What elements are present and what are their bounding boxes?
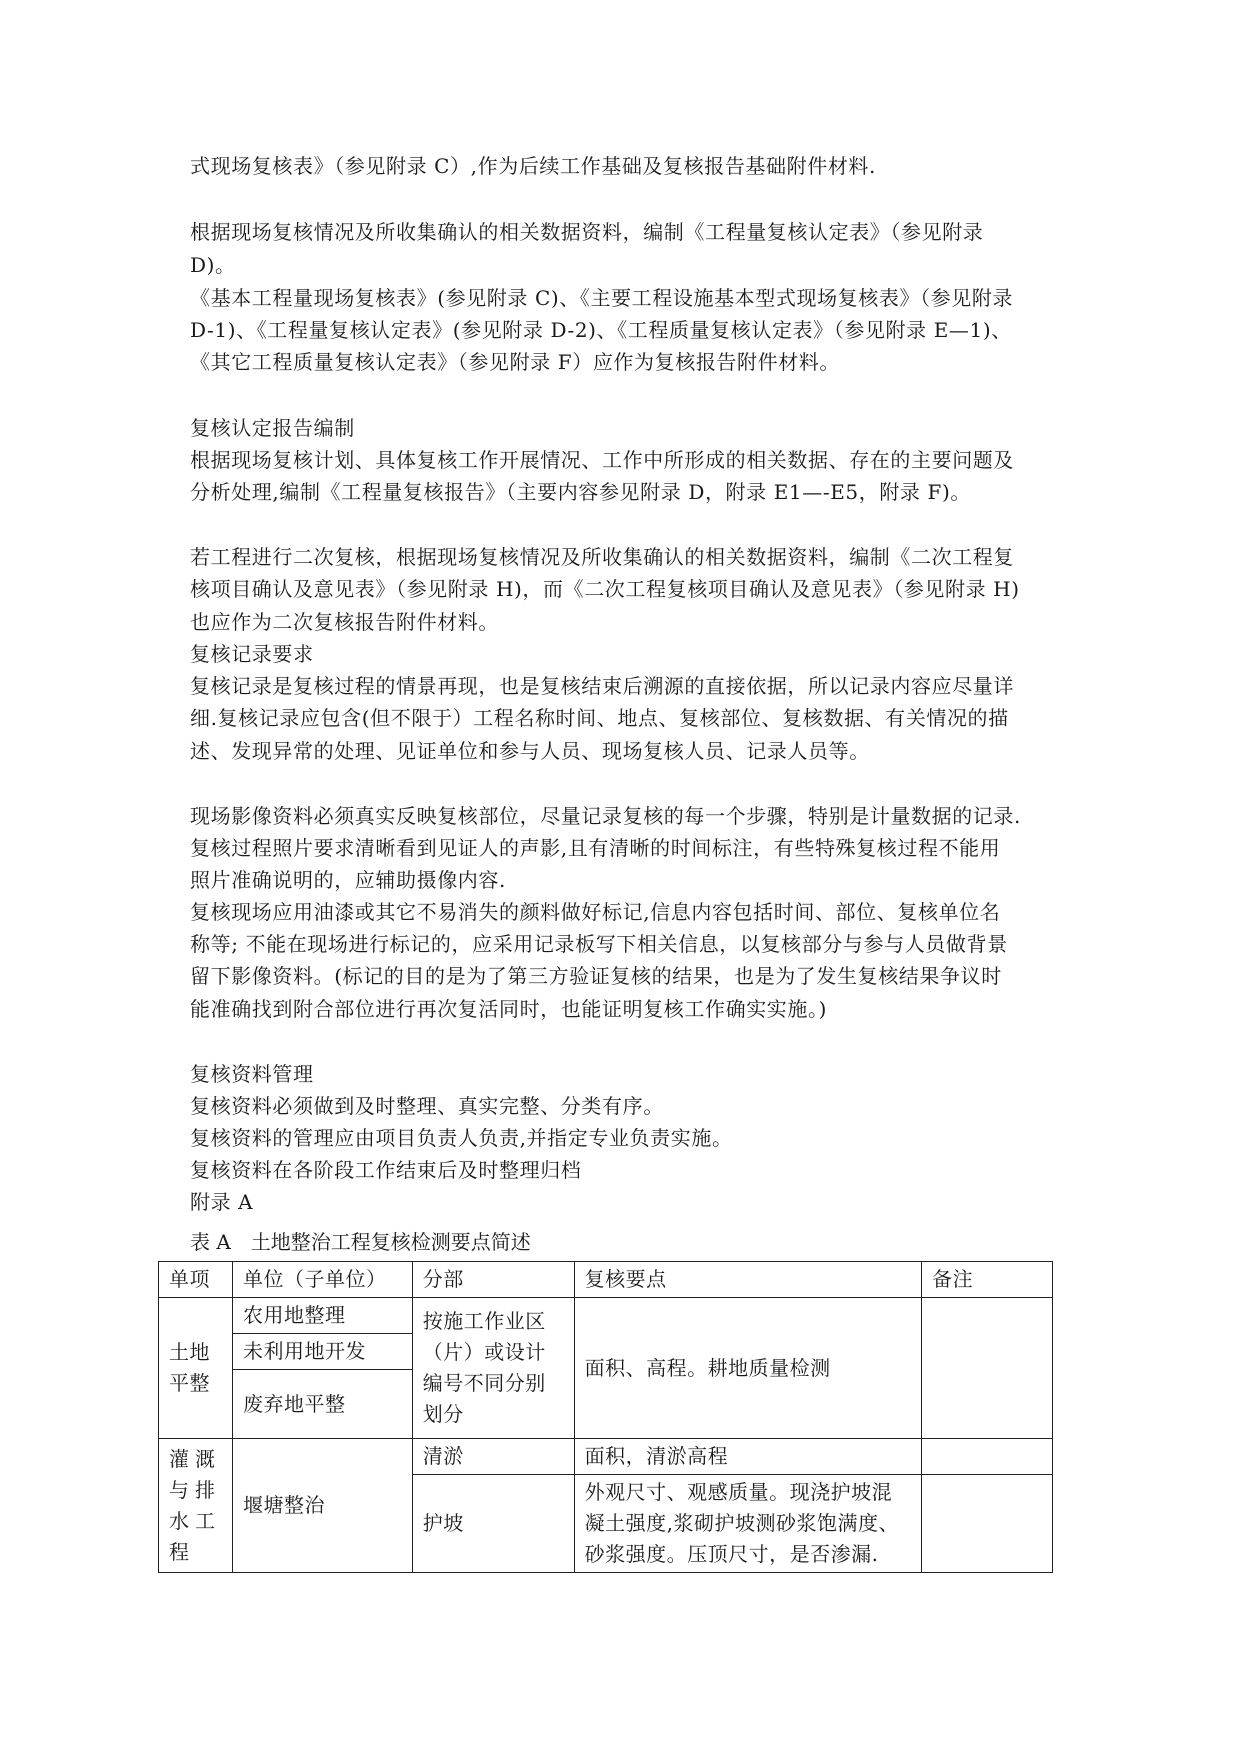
table-title: 表 A 土地整治工程复核检测要点简述	[190, 1230, 531, 1254]
points-cell: 面积，清淤高程	[574, 1439, 922, 1475]
unit-cell: 废弃地平整	[232, 1370, 412, 1439]
text-line: 《其它工程质量复核认定表》（参见附录 F）应作为复核报告附件材料。	[190, 350, 841, 374]
text-line: 述、发现异常的处理、见证单位和参与人员、现场复核人员、记录人员等。	[190, 739, 870, 763]
text-line: 也应作为二次复核报告附件材料。	[190, 610, 499, 634]
unit-cell: 农用地整理	[232, 1298, 412, 1334]
header-item: 单项	[159, 1262, 233, 1298]
item-land-leveling: 土地平整	[159, 1298, 233, 1439]
header-division: 分部	[412, 1262, 574, 1298]
text-line: 能准确找到附合部位进行再次复活同时，也能证明复核工作确实实施。)	[190, 997, 828, 1021]
text-line: 复核资料在各阶段工作结束后及时整理归档	[190, 1158, 582, 1182]
text-line: 附录 A	[190, 1190, 254, 1214]
text-line: 复核记录是复核过程的情景再现，也是复核结束后溯源的直接依据，所以记录内容应尽量详	[190, 674, 1014, 698]
division-cell: 按施工作业区（片）或设计编号不同分别划分	[412, 1298, 574, 1439]
unit-cell: 堰塘整治	[232, 1439, 412, 1573]
division-cell: 护坡	[412, 1475, 574, 1573]
table-row	[159, 1298, 1053, 1334]
table-header-row	[159, 1262, 1053, 1298]
text-line: 留下影像资料。(标记的目的是为了第三方验证复核的结果，也是为了发生复核结果争议时	[190, 964, 1002, 988]
text-line: 复核资料管理	[190, 1062, 314, 1086]
item-irrigation-drainage: 灌溉与排水工程	[159, 1439, 233, 1573]
header-points: 复核要点	[574, 1262, 922, 1298]
text-line: 核项目确认及意见表》（参见附录 H)，而《二次工程复核项目确认及意见表》（参见附录 H)	[190, 577, 1020, 601]
unit-cell: 未利用地开发	[232, 1334, 412, 1370]
remark-cell	[922, 1298, 1053, 1439]
header-remark: 备注	[922, 1262, 1053, 1298]
text-line: 现场影像资料必须真实反映复核部位，尽量记录复核的每一个步骤，特别是计量数据的记录.	[190, 804, 1021, 828]
text-line: D)。	[190, 253, 236, 277]
text-line: D-1)、《工程量复核认定表》(参见附录 D-2)、《工程质量复核认定表》（参见附录 E—1)、	[190, 318, 1012, 342]
text-line: 细.复核记录应包含(但不限于）工程名称时间、地点、复核部位、复核数据、有关情况的描	[190, 706, 1009, 730]
division-cell: 清淤	[412, 1439, 574, 1475]
text-line: 分析处理,编制《工程量复核报告》（主要内容参见附录 D，附录 E1—-E5，附录 F)。	[190, 480, 971, 504]
text-line: 式现场复核表》（参见附录 C）,作为后续工作基础及复核报告基础附件材料.	[190, 154, 876, 178]
table-row	[159, 1439, 1053, 1475]
text-line: 复核认定报告编制	[190, 416, 355, 440]
header-unit: 单位（子单位）	[232, 1262, 412, 1298]
text-line: 复核资料的管理应由项目负责人负责,并指定专业负责实施。	[190, 1126, 733, 1150]
text-line: 复核现场应用油漆或其它不易消失的颜料做好标记,信息内容包括时间、部位、复核单位名	[190, 900, 1001, 924]
text-line: 复核资料必须做到及时整理、真实完整、分类有序。	[190, 1094, 664, 1118]
points-cell: 外观尺寸、观感质量。现浇护坡混凝土强度,浆砌护坡测砂浆饱满度、砂浆强度。压顶尺寸，是否渗漏.	[574, 1475, 922, 1573]
text-line: 复核记录要求	[190, 642, 314, 666]
text-line: 《基本工程量现场复核表》(参见附录 C)、《主要工程设施基本型式现场复核表》（参见附录	[190, 286, 1014, 310]
text-line: 复核过程照片要求清晰看到见证人的声影,且有清晰的时间标注，有些特殊复核过程不能用	[190, 836, 1001, 860]
text-line: 照片准确说明的，应辅助摄像内容.	[190, 868, 506, 892]
text-line: 根据现场复核情况及所收集确认的相关数据资料，编制《工程量复核认定表》（参见附录	[190, 220, 984, 244]
points-cell: 面积、高程。耕地质量检测	[574, 1298, 922, 1439]
text-line: 称等; 不能在现场进行标记的，应采用记录板写下相关信息，以复核部分与参与人员做背景	[190, 932, 1008, 956]
remark-cell	[922, 1475, 1053, 1573]
text-line: 若工程进行二次复核，根据现场复核情况及所收集确认的相关数据资料，编制《二次工程复	[190, 545, 1014, 569]
text-line: 根据现场复核计划、具体复核工作开展情况、工作中所形成的相关数据、存在的主要问题及	[190, 448, 1014, 472]
inspection-points-table	[158, 1261, 1053, 1573]
remark-cell	[922, 1439, 1053, 1475]
